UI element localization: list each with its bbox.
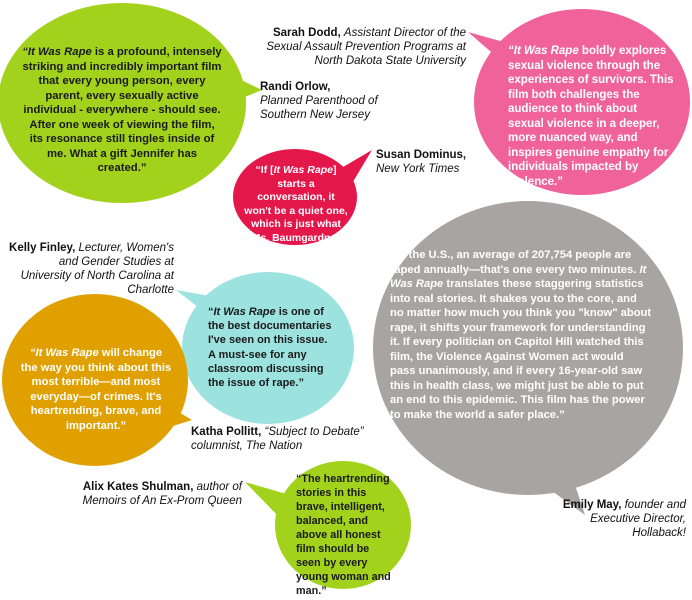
quote-dominus (244, 164, 348, 259)
film-title: It Was Rape (273, 164, 333, 176)
quote-finley (208, 305, 332, 390)
attribution-name: Susan Dominus, (376, 149, 467, 161)
attribution-role: founder and Executive Director, Hollaback! (590, 499, 686, 539)
attribution-dominus (376, 148, 506, 176)
attribution-role: author of Memoirs of An Ex-Prom Queen (82, 481, 242, 507)
attribution-name: Katha Pollitt, (191, 426, 262, 438)
attribution-role: “Subject to Debate” columnist, The Nation (191, 426, 364, 452)
quote-open: “ (208, 306, 214, 318)
quote-shulman (296, 472, 396, 598)
attribution-role: New York Times (376, 163, 460, 175)
film-title: “It Was Rape (508, 45, 579, 57)
attribution-shulman (72, 480, 242, 508)
attribution-may (556, 498, 686, 540)
quote-may (390, 248, 652, 422)
attribution-orlow (260, 80, 410, 122)
quote-open: “If [ (255, 164, 274, 176)
film-title: It Was Rape (390, 263, 647, 290)
quote-body: will change the way you think about this most terrible—and most everyday—of crimes. It's heartrending, brave, and important.” (20, 347, 172, 432)
quote-pre: “In the U.S., an average of 207,754 people are raped annually—that's one every two minutes. (390, 249, 640, 276)
quote-orlow (22, 45, 222, 176)
attribution-role: Assistant Director of the Sexual Assault Prevention Programs at North Dakota State University (266, 27, 466, 67)
quote-dodd (508, 44, 674, 189)
attribution-role: Planned Parenthood of Southern New Jersey (260, 95, 378, 121)
film-title: It Was Rape (213, 306, 276, 318)
quote-body: is a profound, intensely striking and incredibly important film that every young person, every parent, every sexually active individual - everywhere - should see. After one week of viewing the film, its resonance still tingles inside of me. What a gift Jennifer has created.” (22, 46, 222, 174)
attribution-role: Lecturer, Women's and Gender Studies at University of North Carolina at Charlotte (20, 242, 174, 296)
quote-body: is one of the best documentaries I've seen on this issue. A must-see for any classroom discussing the issue of rape.” (208, 306, 332, 390)
quote-body: ] starts a conversation, it won't be a quiet one, which is just what Ms. Baumgardner wants.” (244, 164, 348, 257)
quote-body: “The heartrending stories in this brave, intelligent, balanced, and above all honest film should be seen by every young woman and man.” (296, 473, 391, 597)
attribution-name: Randi Orlow, (260, 81, 331, 93)
quote-pollitt (20, 346, 172, 433)
attribution-name: Emily May, (562, 499, 622, 511)
quote-body: translates these staggering statistics into real stories. It shakes you to the core, and no matter how much you think you "know" about rape, it shifts your framework for understanding it. If every politician on Capitol Hill watched this film, the Violence Against Women act would pass unanimously, and if every 16-year-old saw this in health class, we might just be able to put an end to this epidemic. This film has the power to make the world a safer place.” (390, 278, 652, 421)
attribution-name: Kelly Finley, (9, 242, 76, 254)
attribution-dodd (262, 26, 466, 68)
attribution-name: Alix Kates Shulman, (82, 481, 194, 493)
film-title: “It Was Rape (22, 46, 92, 58)
quote-body: boldly explores sexual violence through the experiences of survivors. This film both challenges the audience to think about sexual violence in a deeper, more nuanced way, and inspires genuine empathy for individuals impacted by violence.” (508, 45, 674, 188)
attribution-finley (8, 241, 174, 297)
film-title: “It Was Rape (29, 347, 99, 359)
attribution-name: Sarah Dodd, (272, 27, 341, 39)
attribution-pollitt (191, 425, 371, 453)
